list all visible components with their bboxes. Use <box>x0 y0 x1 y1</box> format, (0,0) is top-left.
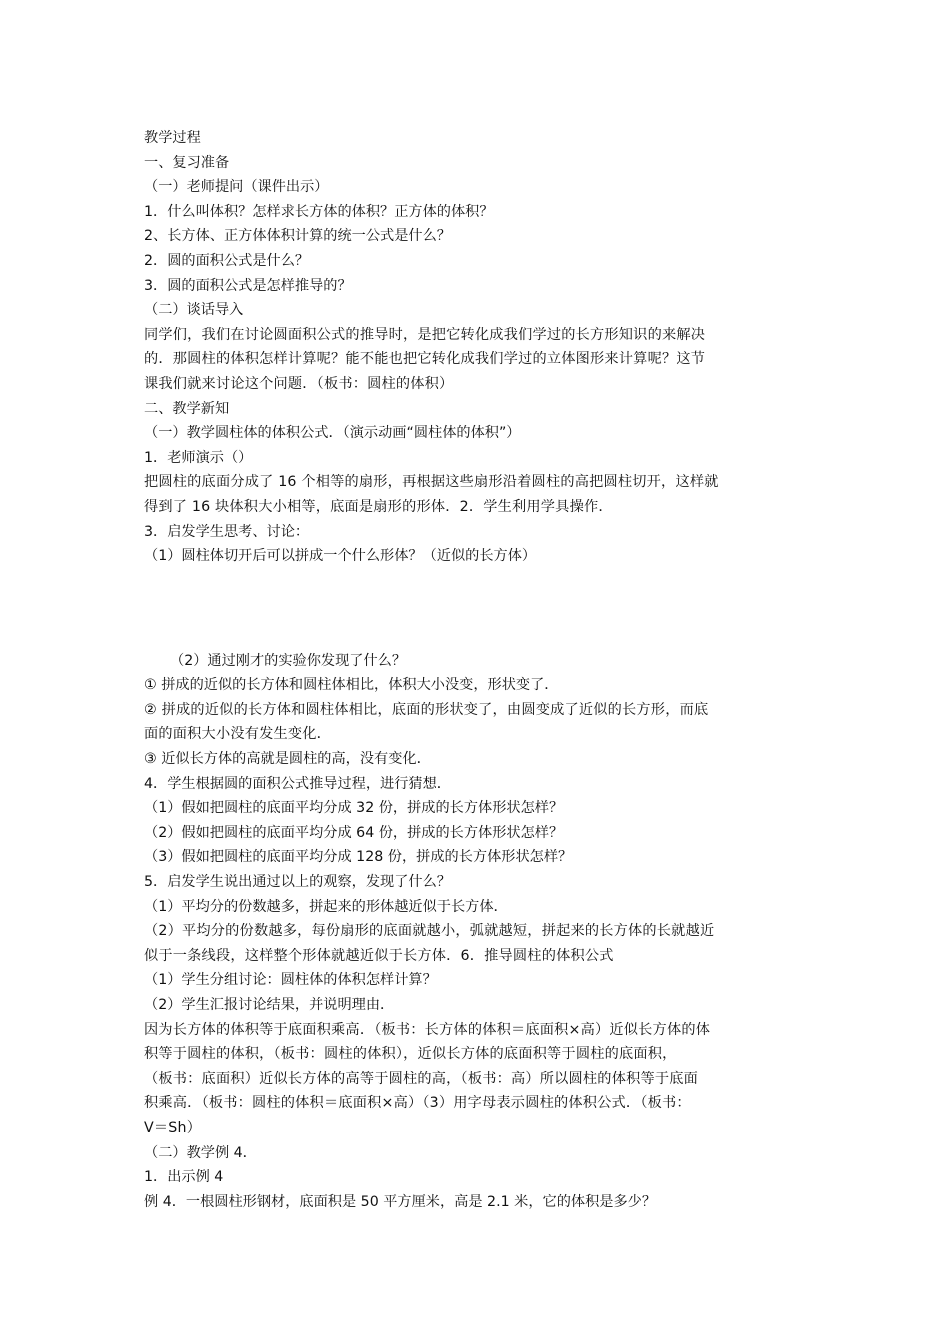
paragraph-line: （板书：底面积）近似长方体的高等于圆柱的高，（板书：高）所以圆柱的体积等于底面 <box>144 1070 699 1087</box>
observation-paragraph <box>144 919 810 968</box>
paragraph-line: 积乘高．（板书：圆柱的体积＝底面积×高）（3）用字母表示圆柱的体积公式．（板书： <box>144 1095 691 1112</box>
text-line: 教学过程 <box>144 130 201 146</box>
paragraph-line: 面的面积大小没有发生变化． <box>144 726 332 743</box>
paragraph-line: 得到了 16 块体积大小相等，底面是扇形的形体．2．学生利用学具操作． <box>144 498 613 515</box>
text-line: （3）假如把圆柱的底面平均分成 128 份，拼成的长方体形状怎样？ <box>144 849 573 866</box>
reasoning-paragraph <box>144 1018 810 1141</box>
discussion-lines <box>144 520 810 569</box>
demo-paragraph <box>144 470 810 519</box>
text-line: （2）假如把圆柱的底面平均分成 64 份，拼成的长方体形状怎样？ <box>144 824 564 841</box>
finding-2-paragraph <box>144 698 810 747</box>
paragraph-line: ② 拼成的近似的长方体和圆柱体相比，底面的形状变了，由圆变成了近似的长方形，而底 <box>144 701 709 718</box>
conjecture-lines <box>144 747 810 919</box>
text-line: 3．启发学生思考、讨论： <box>144 523 310 540</box>
text-line: （1）平均分的份数越多，拼起来的形体越近似于长方体． <box>144 898 508 915</box>
finding-1-line <box>144 673 810 698</box>
text-line: 3．圆的面积公式是怎样推导的？ <box>144 277 352 294</box>
text-line: ③ 近似长方体的高就是圆柱的高，没有变化． <box>144 751 431 768</box>
paragraph-line: 课我们就来讨论这个问题．（板书：圆柱的体积） <box>144 375 454 392</box>
paragraph-line: 同学们，我们在讨论圆面积公式的推导时，是把它转化成我们学过的长方形知识的来解决 <box>144 326 706 343</box>
paragraph-line: 因为长方体的体积等于底面积乘高．（板书：长方体的体积＝底面积×高）近似长方体的体 <box>144 1021 711 1038</box>
text-line: （二）教学例 4． <box>144 1144 257 1161</box>
text-line: 一、复习准备 <box>144 154 230 171</box>
text-line: 例 4．一根圆柱形钢材，底面积是 50 平方厘米，高是 2.1 米，它的体积是多少？ <box>144 1193 657 1210</box>
paragraph-line: V＝Sh） <box>144 1119 202 1136</box>
paragraph-line: 的．那圆柱的体积怎样计算呢？能不能也把它转化成我们学过的立体图形来计算呢？这节 <box>144 351 706 368</box>
review-section <box>144 126 810 323</box>
new-knowledge-section <box>144 397 810 471</box>
text-line: ① 拼成的近似的长方体和圆柱体相比，体积大小没变，形状变了． <box>144 677 559 694</box>
paragraph-line: （2）平均分的份数越多，每份扇形的底面就越小，弧就越短，拼起来的长方体的长就越近 <box>144 923 715 940</box>
blank-space <box>144 569 810 649</box>
text-line: 2．圆的面积公式是什么？ <box>144 252 310 269</box>
text-line: （一）教学圆柱体的体积公式．（演示动画“圆柱体的体积”） <box>144 425 521 442</box>
paragraph-line: 把圆柱的底面分成了 16 个相等的扇形，再根据这些扇形沿着圆柱的高把圆柱切开，这样就 <box>144 474 719 491</box>
text-line: （二）谈话导入 <box>144 302 244 319</box>
paragraph-line: 似于一条线段，这样整个形体就越近似于长方体．6．推导圆柱的体积公式 <box>144 947 614 964</box>
text-line: 4．学生根据圆的面积公式推导过程，进行猜想． <box>144 775 451 792</box>
text-line: 1．什么叫体积？怎样求长方体的体积？正方体的体积？ <box>144 203 494 220</box>
paragraph-line: 积等于圆柱的体积，（板书：圆柱的体积），近似长方体的底面积等于圆柱的底面积， <box>144 1046 677 1063</box>
text-line: （1）假如把圆柱的底面平均分成 32 份，拼成的长方体形状怎样？ <box>144 800 564 817</box>
document-page <box>144 126 810 1214</box>
text-line: 二、教学新知 <box>144 400 230 417</box>
example-4-section <box>144 1141 810 1215</box>
text-line: （一）老师提问（课件出示） <box>144 179 329 196</box>
text-line: （1）圆柱体切开后可以拼成一个什么形体？（近似的长方体） <box>144 548 537 565</box>
text-line: 5．启发学生说出通过以上的观察，发现了什么？ <box>144 874 451 891</box>
derive-formula-lines <box>144 968 810 1017</box>
text-line: 1．出示例 4 <box>144 1169 224 1186</box>
text-line: （1）学生分组讨论：圆柱体的体积怎样计算？ <box>144 972 437 989</box>
text-line: （2）学生汇报讨论结果，并说明理由． <box>144 997 395 1013</box>
intro-paragraph <box>144 323 810 397</box>
text-line: 1．老师演示（） <box>144 449 253 466</box>
text-line: 2、长方体、正方体体积计算的统一公式是什么？ <box>144 228 451 245</box>
question-2-line: （2）通过刚才的实验你发现了什么？ <box>170 652 407 669</box>
